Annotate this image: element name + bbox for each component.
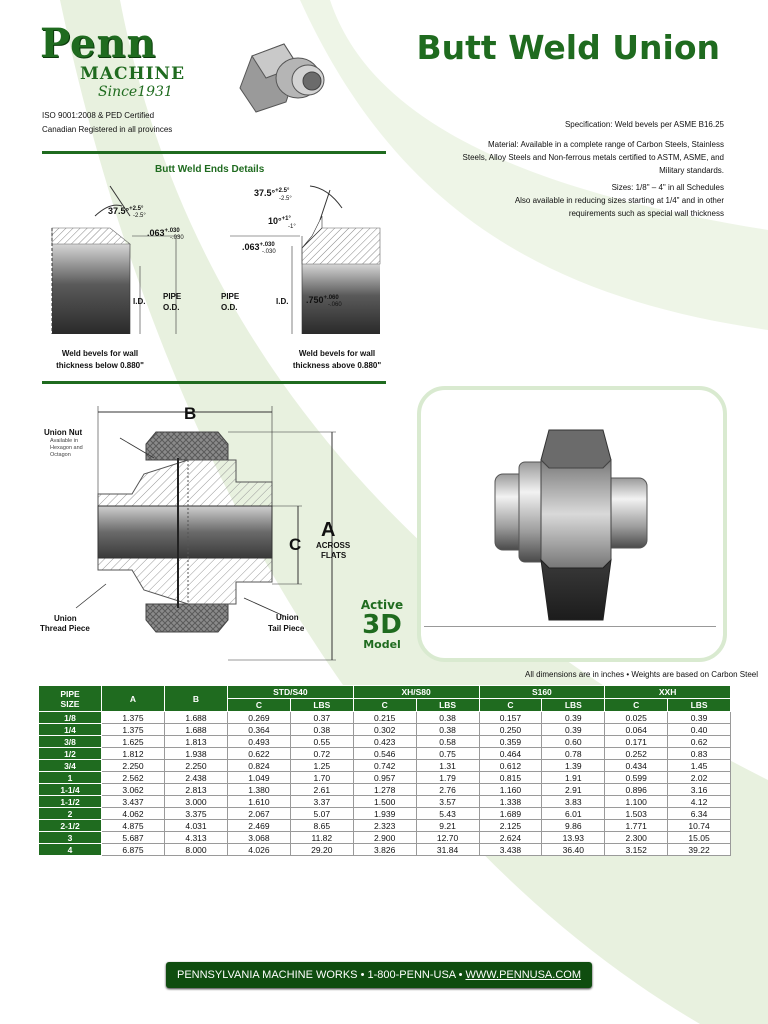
table-cell: 4.062 bbox=[102, 808, 165, 820]
table-cell: 0.064 bbox=[605, 724, 668, 736]
right-angle2-tol-minus: -1° bbox=[288, 224, 296, 230]
table-cell: 1.278 bbox=[353, 784, 416, 796]
right-angle-tol-minus: -2.5° bbox=[279, 196, 292, 202]
table-cell: 1.380 bbox=[228, 784, 291, 796]
spec-sizes-2: Also available in reducing sizes starting at 1/4" and in other bbox=[514, 196, 724, 205]
left-caption: Weld bevels for wall thickness below 0.880" bbox=[56, 349, 144, 370]
dim-a-sub-1: ACROSS bbox=[316, 541, 351, 550]
table-cell: 3.437 bbox=[102, 796, 165, 808]
pipe-size-cell: 2 bbox=[39, 808, 102, 820]
pipe-size-cell: 1-1/2 bbox=[39, 796, 102, 808]
pipe-size-cell: 1/8 bbox=[39, 712, 102, 724]
table-cell: 0.60 bbox=[542, 736, 605, 748]
table-cell: 4.875 bbox=[102, 820, 165, 832]
table-cell: 2.76 bbox=[416, 784, 479, 796]
table-cell: 3.16 bbox=[668, 784, 731, 796]
table-cell: 2.323 bbox=[353, 820, 416, 832]
table-cell: 0.824 bbox=[228, 760, 291, 772]
spec-sizes-1: Sizes: 1/8" – 4" in all Schedules bbox=[611, 183, 724, 192]
table-cell: 0.72 bbox=[290, 748, 353, 760]
table-cell: 4.12 bbox=[668, 796, 731, 808]
label-thread-piece: Union bbox=[54, 614, 77, 623]
pipe-size-cell: 1 bbox=[39, 772, 102, 784]
table-cell: 4.031 bbox=[165, 820, 228, 832]
sub-c: C bbox=[479, 699, 542, 712]
table-cell: 2.813 bbox=[165, 784, 228, 796]
table-cell: 1.689 bbox=[479, 808, 542, 820]
table-cell: 31.84 bbox=[416, 844, 479, 856]
table-cell: 0.612 bbox=[479, 760, 542, 772]
table-cell: 0.364 bbox=[228, 724, 291, 736]
table-cell: 2.250 bbox=[102, 760, 165, 772]
left-angle-tol-minus: -2.5° bbox=[133, 213, 146, 219]
group-xxh: XXH bbox=[605, 686, 731, 699]
right-land: $.063^{+.030}$ bbox=[242, 242, 275, 252]
table-cell: 0.58 bbox=[416, 736, 479, 748]
table-cell: 0.250 bbox=[479, 724, 542, 736]
table-cell: 1.049 bbox=[228, 772, 291, 784]
table-cell: 1.813 bbox=[165, 736, 228, 748]
right-id-label: I.D. bbox=[276, 297, 289, 306]
brand-sub: MACHINE bbox=[80, 64, 186, 84]
table-cell: 1.338 bbox=[479, 796, 542, 808]
table-cell: 3.37 bbox=[290, 796, 353, 808]
table-cell: 1.771 bbox=[605, 820, 668, 832]
table-cell: 1.375 bbox=[102, 712, 165, 724]
pipe-size-cell: 2-1/2 bbox=[39, 820, 102, 832]
right-od-label-1: PIPE bbox=[221, 292, 240, 301]
table-cell: 3.826 bbox=[353, 844, 416, 856]
spec-material-1: Material: Available in a complete range of Carbon Steels, Stainless bbox=[488, 140, 724, 149]
3d-model-viewer[interactable] bbox=[417, 386, 727, 662]
right-land-tol-minus: -.030 bbox=[262, 249, 276, 255]
pipe-size-cell: 1/2 bbox=[39, 748, 102, 760]
group-xh: XH/S80 bbox=[353, 686, 479, 699]
left-od-label-1: PIPE bbox=[163, 292, 182, 301]
table-cell: 1.939 bbox=[353, 808, 416, 820]
table-cell: 0.37 bbox=[290, 712, 353, 724]
cert-canada: Canadian Registered in all provinces bbox=[42, 125, 173, 134]
table-cell: 0.39 bbox=[668, 712, 731, 724]
table-cell: 0.434 bbox=[605, 760, 668, 772]
table-cell: 0.815 bbox=[479, 772, 542, 784]
col-b: B bbox=[165, 686, 228, 712]
table-cell: 0.025 bbox=[605, 712, 668, 724]
table-cell: 2.02 bbox=[668, 772, 731, 784]
table-cell: 2.300 bbox=[605, 832, 668, 844]
pipe-size-cell: 3 bbox=[39, 832, 102, 844]
table-cell: 1.500 bbox=[353, 796, 416, 808]
right-caption: Weld bevels for wall thickness above 0.880" bbox=[292, 349, 382, 370]
left-id-label: I.D. bbox=[133, 297, 146, 306]
label-tail-piece-2: Tail Piece bbox=[268, 624, 305, 633]
table-cell: 3.57 bbox=[416, 796, 479, 808]
pipe-size-cell: 1/4 bbox=[39, 724, 102, 736]
table-cell: 0.78 bbox=[542, 748, 605, 760]
table-row bbox=[39, 748, 731, 760]
sub-lbs: LBS bbox=[542, 699, 605, 712]
table-cell: 2.900 bbox=[353, 832, 416, 844]
table-cell: 2.61 bbox=[290, 784, 353, 796]
table-cell: 13.93 bbox=[542, 832, 605, 844]
sub-c: C bbox=[228, 699, 291, 712]
table-cell: 1.688 bbox=[165, 712, 228, 724]
sub-lbs: LBS bbox=[290, 699, 353, 712]
table-cell: 0.83 bbox=[668, 748, 731, 760]
left-land-tol-minus: -.030 bbox=[170, 235, 184, 241]
table-cell: 0.546 bbox=[353, 748, 416, 760]
cert-iso: ISO 9001:2008 & PED Certified bbox=[42, 111, 155, 120]
right-depth-tol-minus: -.060 bbox=[328, 302, 342, 308]
product-image bbox=[232, 26, 342, 126]
left-angle: 37.5°$^{+2.5^\circ}$ bbox=[108, 206, 144, 216]
brand-since: Since1931 bbox=[98, 84, 173, 100]
table-cell: 0.622 bbox=[228, 748, 291, 760]
table-cell: 1.70 bbox=[290, 772, 353, 784]
table-cell: 0.55 bbox=[290, 736, 353, 748]
table-cell: 2.067 bbox=[228, 808, 291, 820]
dim-b: B bbox=[184, 404, 197, 423]
pipe-size-cell: 1-1/4 bbox=[39, 784, 102, 796]
table-cell: 0.38 bbox=[290, 724, 353, 736]
table-cell: 0.171 bbox=[605, 736, 668, 748]
table-cell: 0.39 bbox=[542, 724, 605, 736]
sub-lbs: LBS bbox=[668, 699, 731, 712]
table-cell: 0.157 bbox=[479, 712, 542, 724]
table-cell: 0.38 bbox=[416, 712, 479, 724]
table-cell: 0.215 bbox=[353, 712, 416, 724]
table-cell: 0.359 bbox=[479, 736, 542, 748]
weld-details-heading: Butt Weld Ends Details bbox=[155, 164, 265, 175]
pipe-size-cell: 3/4 bbox=[39, 760, 102, 772]
table-cell: 0.252 bbox=[605, 748, 668, 760]
right-depth: $.750^{+.060}$ bbox=[306, 295, 339, 305]
pipe-size-cell: 3/8 bbox=[39, 736, 102, 748]
table-cell: 9.21 bbox=[416, 820, 479, 832]
table-cell: 3.83 bbox=[542, 796, 605, 808]
spec-specification: Specification: Weld bevels per ASME B16.25 bbox=[564, 120, 724, 129]
sub-c: C bbox=[605, 699, 668, 712]
table-cell: 29.20 bbox=[290, 844, 353, 856]
label-union-nut: Union Nut bbox=[44, 428, 83, 437]
table-cell: 0.302 bbox=[353, 724, 416, 736]
table-body bbox=[39, 712, 731, 856]
spec-sizes-3: requirements such as special wall thickness bbox=[568, 209, 724, 218]
table-cell: 1.79 bbox=[416, 772, 479, 784]
divider-top bbox=[42, 151, 386, 154]
table-cell: 2.125 bbox=[479, 820, 542, 832]
table-cell: 2.250 bbox=[165, 760, 228, 772]
table-cell: 0.896 bbox=[605, 784, 668, 796]
table-cell: 4.313 bbox=[165, 832, 228, 844]
table-cell: 1.91 bbox=[542, 772, 605, 784]
table-cell: 1.938 bbox=[165, 748, 228, 760]
table-cell: 0.599 bbox=[605, 772, 668, 784]
col-pipe-size: PIPE SIZE bbox=[39, 686, 102, 712]
table-cell: 0.38 bbox=[416, 724, 479, 736]
table-row bbox=[39, 724, 731, 736]
table-cell: 15.05 bbox=[668, 832, 731, 844]
table-cell: 1.160 bbox=[479, 784, 542, 796]
table-cell: 36.40 bbox=[542, 844, 605, 856]
table-cell: 1.100 bbox=[605, 796, 668, 808]
table-cell: 2.438 bbox=[165, 772, 228, 784]
spec-material-2: Steels, Alloy Steels and Non-ferrous metals certified to ASTM, ASME, and bbox=[462, 153, 724, 162]
table-row bbox=[39, 832, 731, 844]
label-tail-piece: Union bbox=[276, 613, 299, 622]
table-cell: 2.469 bbox=[228, 820, 291, 832]
table-row bbox=[39, 844, 731, 856]
table-cell: 0.423 bbox=[353, 736, 416, 748]
footer-bar bbox=[166, 962, 592, 988]
active-3d-badge[interactable]: Active 3D Model bbox=[360, 598, 404, 651]
table-cell: 39.22 bbox=[668, 844, 731, 856]
table-cell: 6.34 bbox=[668, 808, 731, 820]
table-cell: 6.875 bbox=[102, 844, 165, 856]
model-baseline bbox=[424, 626, 716, 627]
table-cell: 5.687 bbox=[102, 832, 165, 844]
table-row bbox=[39, 772, 731, 784]
union-3d-render bbox=[421, 390, 723, 658]
dim-a: A bbox=[321, 519, 336, 541]
table-cell: 1.39 bbox=[542, 760, 605, 772]
table-cell: 1.375 bbox=[102, 724, 165, 736]
nut-note: Available in Hexagon and Octagon bbox=[50, 438, 83, 458]
table-note: All dimensions are in inches • Weights are based on Carbon Steel bbox=[524, 670, 758, 679]
table-cell: 10.74 bbox=[668, 820, 731, 832]
right-angle2: 10°$^{+1^\circ}$ bbox=[268, 216, 291, 226]
dim-c: C bbox=[289, 535, 302, 554]
table-cell: 1.812 bbox=[102, 748, 165, 760]
footer-text: PENNSYLVANIA MACHINE WORKS • 1-800-PENN-USA • bbox=[177, 969, 463, 981]
dimensions-table bbox=[38, 685, 731, 856]
table-cell: 3.375 bbox=[165, 808, 228, 820]
table-cell: 3.152 bbox=[605, 844, 668, 856]
dim-a-sub-2: FLATS bbox=[321, 551, 347, 560]
table-cell: 2.624 bbox=[479, 832, 542, 844]
table-cell: 0.269 bbox=[228, 712, 291, 724]
col-a: A bbox=[102, 686, 165, 712]
table-cell: 0.464 bbox=[479, 748, 542, 760]
table-cell: 1.625 bbox=[102, 736, 165, 748]
table-cell: 1.610 bbox=[228, 796, 291, 808]
table-cell: 3.068 bbox=[228, 832, 291, 844]
table-row bbox=[39, 808, 731, 820]
table-row bbox=[39, 736, 731, 748]
table-cell: 6.01 bbox=[542, 808, 605, 820]
table-cell: 0.493 bbox=[228, 736, 291, 748]
table-cell: 5.43 bbox=[416, 808, 479, 820]
brand-logo: Penn bbox=[40, 20, 157, 67]
table-cell: 0.742 bbox=[353, 760, 416, 772]
table-cell: 1.25 bbox=[290, 760, 353, 772]
table-cell: 0.62 bbox=[668, 736, 731, 748]
right-od-label-2: O.D. bbox=[221, 303, 238, 312]
table-cell: 3.062 bbox=[102, 784, 165, 796]
table-cell: 4.026 bbox=[228, 844, 291, 856]
table-cell: 0.39 bbox=[542, 712, 605, 724]
pipe-size-cell: 4 bbox=[39, 844, 102, 856]
left-od-label-2: O.D. bbox=[163, 303, 180, 312]
table-cell: 2.91 bbox=[542, 784, 605, 796]
page-title: Butt Weld Union bbox=[416, 28, 720, 67]
table-row bbox=[39, 820, 731, 832]
spec-material-3: Military standards. bbox=[659, 166, 724, 175]
sub-c: C bbox=[353, 699, 416, 712]
group-s160: S160 bbox=[479, 686, 605, 699]
table-cell: 11.82 bbox=[290, 832, 353, 844]
table-cell: 3.438 bbox=[479, 844, 542, 856]
right-angle: 37.5°$^{+2.5^\circ}$ bbox=[254, 188, 290, 198]
left-land: $.063^{+.030}$ bbox=[147, 228, 180, 238]
table-cell: 0.957 bbox=[353, 772, 416, 784]
label-thread-piece-2: Thread Piece bbox=[40, 624, 90, 633]
table-cell: 12.70 bbox=[416, 832, 479, 844]
table-cell: 3.000 bbox=[165, 796, 228, 808]
divider-mid bbox=[42, 381, 386, 384]
table-cell: 2.562 bbox=[102, 772, 165, 784]
table-cell: 1.31 bbox=[416, 760, 479, 772]
footer-website-link[interactable]: WWW.PENNUSA.COM bbox=[465, 969, 581, 981]
table-row bbox=[39, 796, 731, 808]
table-cell: 1.45 bbox=[668, 760, 731, 772]
table-row bbox=[39, 760, 731, 772]
table-cell: 0.40 bbox=[668, 724, 731, 736]
table-cell: 8.000 bbox=[165, 844, 228, 856]
table-cell: 1.503 bbox=[605, 808, 668, 820]
group-std: STD/S40 bbox=[228, 686, 354, 699]
table-row bbox=[39, 784, 731, 796]
table-cell: 9.86 bbox=[542, 820, 605, 832]
table-row bbox=[39, 712, 731, 724]
table-cell: 0.75 bbox=[416, 748, 479, 760]
table-cell: 1.688 bbox=[165, 724, 228, 736]
weld-details-diagram bbox=[40, 176, 390, 340]
table-cell: 8.65 bbox=[290, 820, 353, 832]
table-cell: 5.07 bbox=[290, 808, 353, 820]
sub-lbs: LBS bbox=[416, 699, 479, 712]
